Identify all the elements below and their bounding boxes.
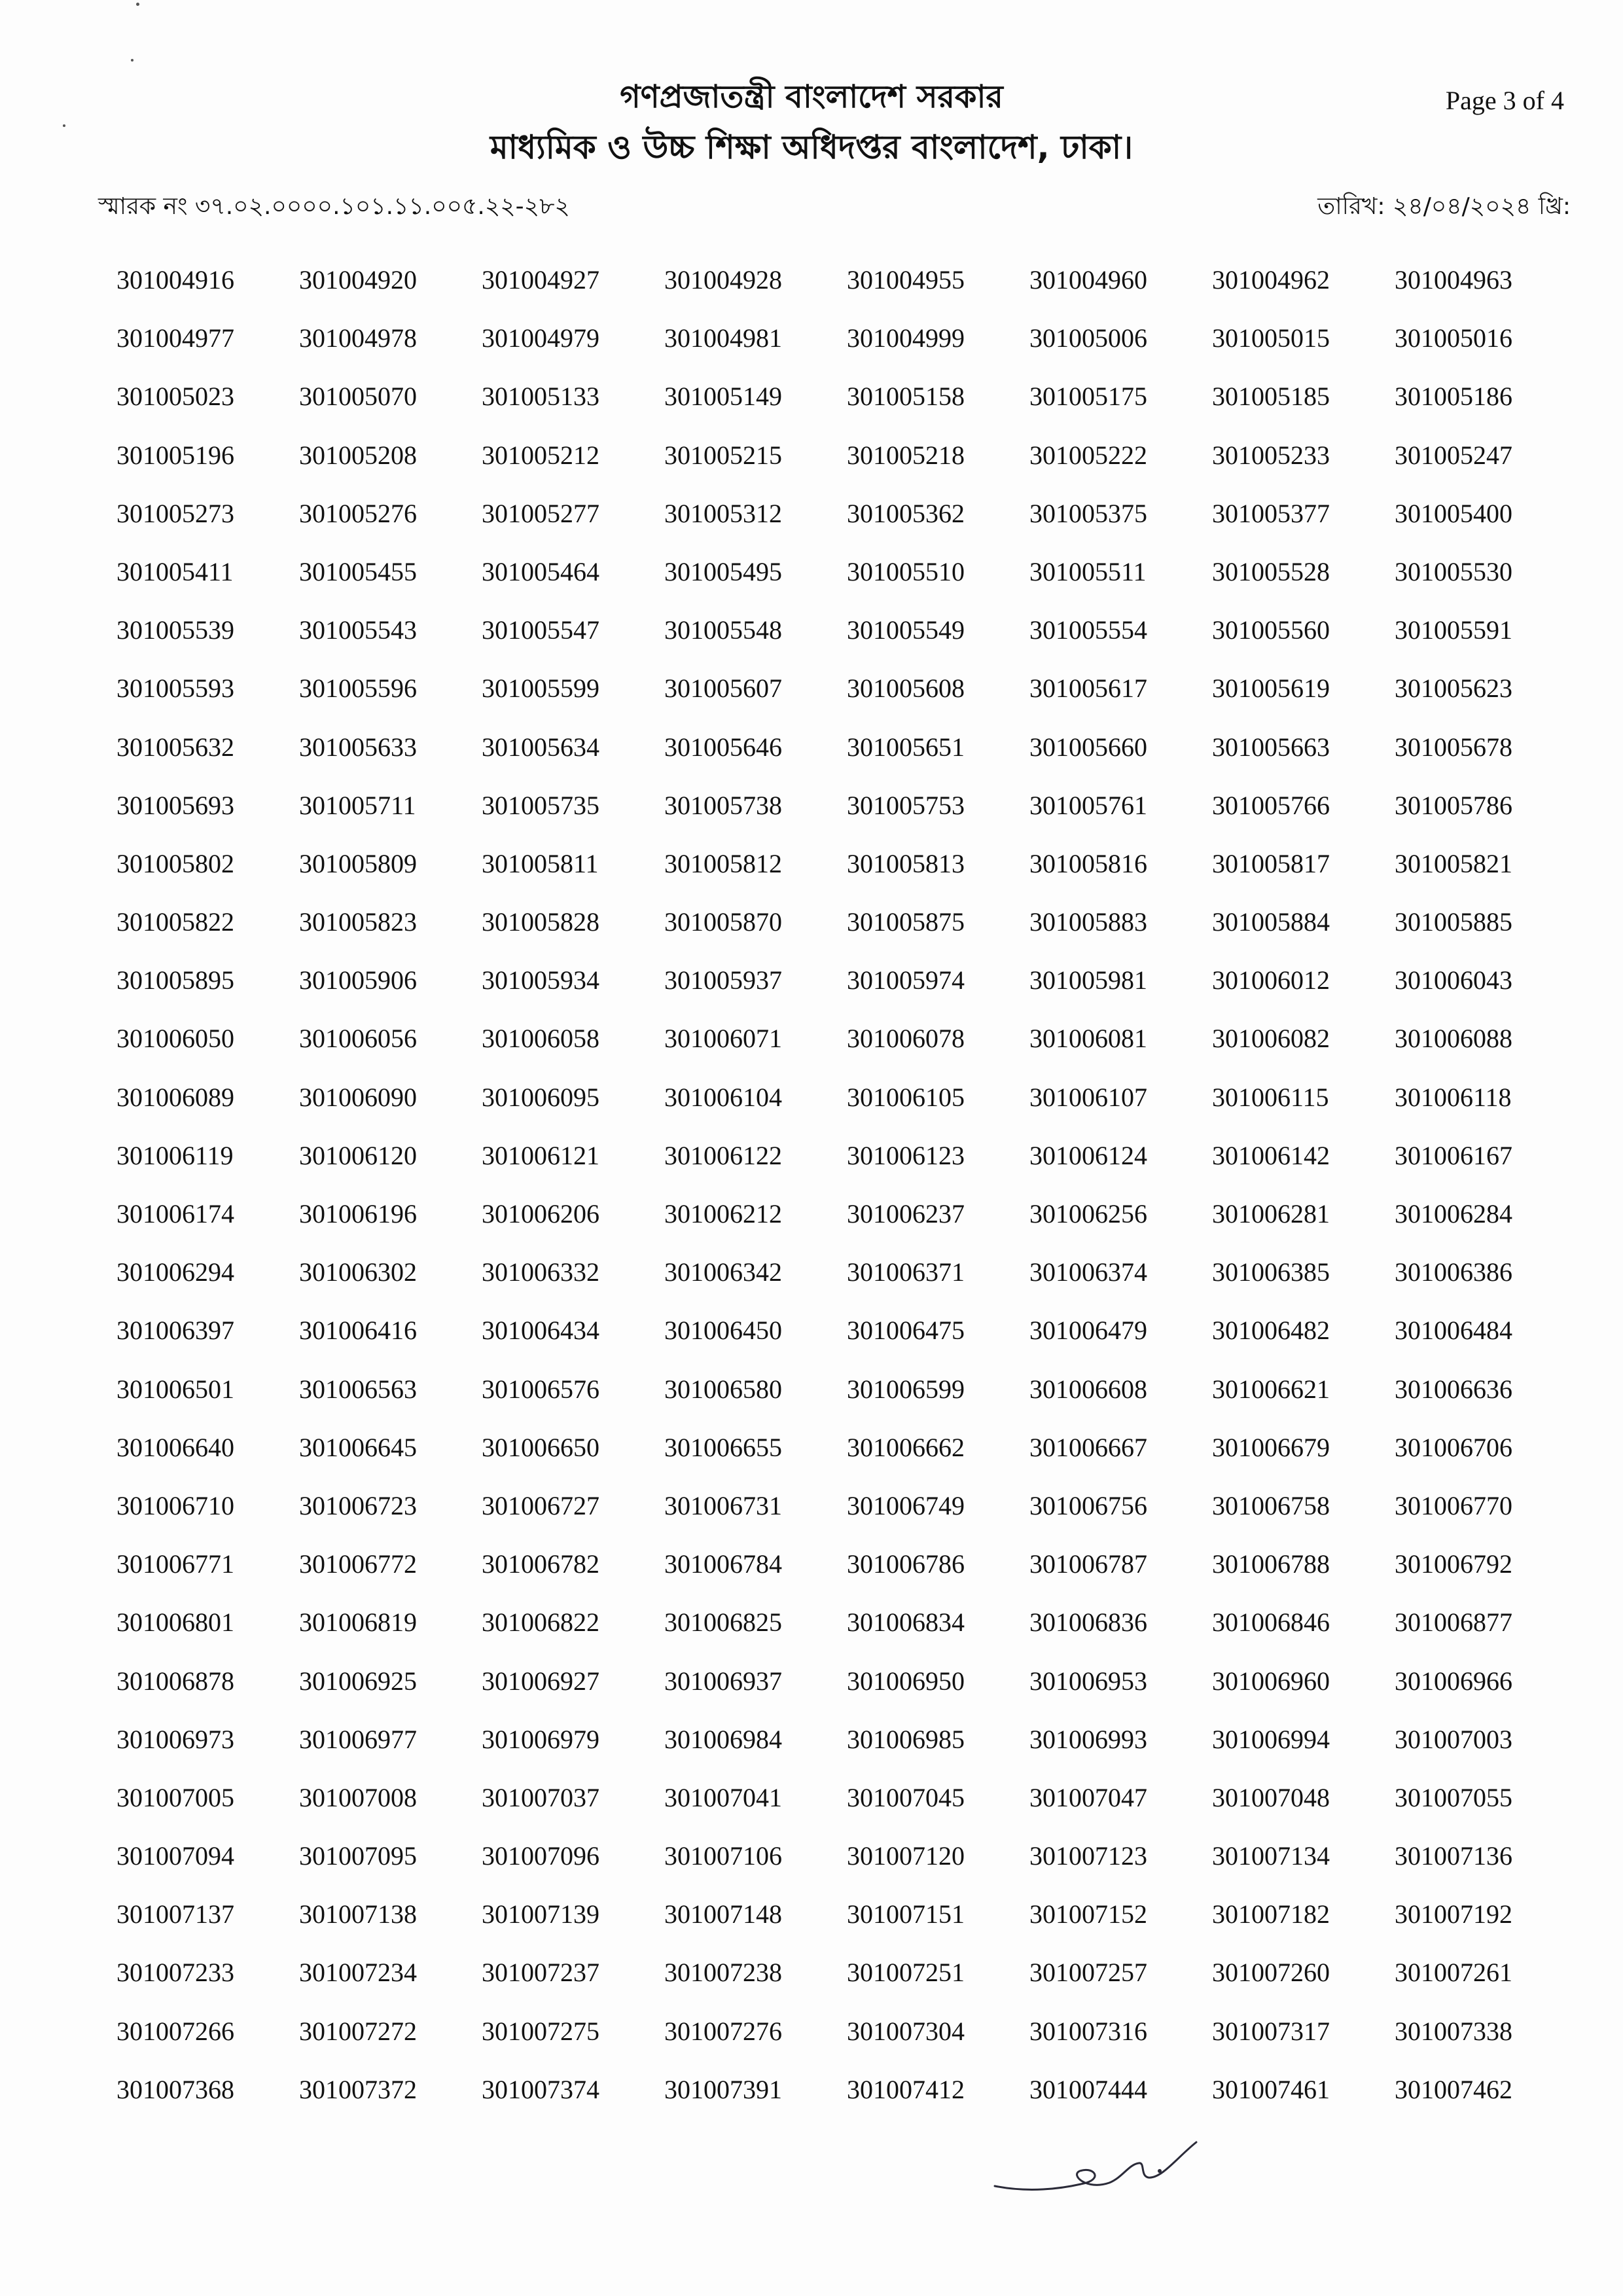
roll-number: 301007257 bbox=[1029, 1958, 1147, 1988]
roll-number: 301006608 bbox=[1029, 1374, 1147, 1404]
roll-number: 301005175 bbox=[1029, 382, 1147, 412]
roll-number: 301006788 bbox=[1212, 1549, 1330, 1579]
roll-number: 301007444 bbox=[1029, 2074, 1147, 2104]
roll-number: 301006973 bbox=[116, 1724, 234, 1754]
roll-number: 301007374 bbox=[482, 2074, 599, 2104]
roll-number: 301005809 bbox=[299, 848, 417, 878]
roll-number: 301006771 bbox=[116, 1549, 234, 1579]
roll-number: 301006662 bbox=[847, 1432, 965, 1462]
roll-number: 301007372 bbox=[299, 2074, 417, 2104]
roll-number: 301006386 bbox=[1395, 1257, 1512, 1287]
roll-number: 301005015 bbox=[1212, 323, 1330, 353]
roll-number: 301005974 bbox=[847, 965, 965, 996]
roll-number: 301006332 bbox=[482, 1257, 599, 1287]
roll-number: 301006599 bbox=[847, 1374, 965, 1404]
roll-number: 301005646 bbox=[664, 732, 782, 762]
roll-number: 301005786 bbox=[1395, 790, 1512, 820]
roll-number: 301005362 bbox=[847, 498, 965, 528]
roll-number: 301005222 bbox=[1029, 440, 1147, 470]
roll-number: 301005870 bbox=[664, 907, 782, 937]
roll-number: 301005766 bbox=[1212, 790, 1330, 820]
roll-number: 301005817 bbox=[1212, 848, 1330, 878]
roll-number: 301006979 bbox=[482, 1724, 599, 1754]
roll-number: 301005607 bbox=[664, 673, 782, 704]
roll-number: 301005276 bbox=[299, 498, 417, 528]
roll-number: 301005549 bbox=[847, 615, 965, 645]
roll-number: 301005634 bbox=[482, 732, 599, 762]
roll-number: 301005599 bbox=[482, 673, 599, 704]
roll-number: 301006482 bbox=[1212, 1316, 1330, 1346]
roll-number: 301007391 bbox=[664, 2074, 782, 2104]
roll-number: 301006640 bbox=[116, 1432, 234, 1462]
roll-number: 301004955 bbox=[847, 265, 965, 295]
roll-number: 301007317 bbox=[1212, 2016, 1330, 2046]
roll-number: 301005530 bbox=[1395, 556, 1512, 586]
roll-number: 301007462 bbox=[1395, 2074, 1512, 2104]
roll-number: 301006196 bbox=[299, 1199, 417, 1229]
roll-number: 301005528 bbox=[1212, 556, 1330, 586]
roll-number: 301007238 bbox=[664, 1958, 782, 1988]
roll-number: 301006953 bbox=[1029, 1666, 1147, 1696]
scan-speck bbox=[131, 59, 134, 62]
roll-number: 301005906 bbox=[299, 965, 417, 996]
roll-number: 301006977 bbox=[299, 1724, 417, 1754]
roll-number: 301006082 bbox=[1212, 1024, 1330, 1054]
roll-number: 301006167 bbox=[1395, 1140, 1512, 1170]
roll-number: 301006727 bbox=[482, 1490, 599, 1520]
roll-number: 301004916 bbox=[116, 265, 234, 295]
roll-number: 301006123 bbox=[847, 1140, 965, 1170]
roll-number: 301006374 bbox=[1029, 1257, 1147, 1287]
roll-number-grid bbox=[116, 267, 1577, 2135]
roll-number: 301005735 bbox=[482, 790, 599, 820]
roll-number: 301007192 bbox=[1395, 1899, 1512, 1929]
roll-number: 301006655 bbox=[664, 1432, 782, 1462]
roll-number: 301006580 bbox=[664, 1374, 782, 1404]
roll-number: 301005895 bbox=[116, 965, 234, 996]
roll-number: 301007412 bbox=[847, 2074, 965, 2104]
roll-number: 301005464 bbox=[482, 556, 599, 586]
roll-number: 301007266 bbox=[116, 2016, 234, 2046]
roll-number: 301006142 bbox=[1212, 1140, 1330, 1170]
roll-number: 301006758 bbox=[1212, 1490, 1330, 1520]
roll-number: 301007045 bbox=[847, 1782, 965, 1812]
roll-number: 301007338 bbox=[1395, 2016, 1512, 2046]
roll-number: 301006501 bbox=[116, 1374, 234, 1404]
roll-number: 301006484 bbox=[1395, 1316, 1512, 1346]
roll-number: 301006819 bbox=[299, 1607, 417, 1638]
roll-number: 301005543 bbox=[299, 615, 417, 645]
roll-number: 301004979 bbox=[482, 323, 599, 353]
roll-number: 301006078 bbox=[847, 1024, 965, 1054]
roll-number: 301005934 bbox=[482, 965, 599, 996]
memo-number: স্মারক নং ৩৭.০২.০০০০.১০১.১১.০০৫.২২-২৮২ bbox=[98, 193, 570, 220]
roll-number: 301006237 bbox=[847, 1199, 965, 1229]
roll-number: 301007008 bbox=[299, 1782, 417, 1812]
roll-number: 301006825 bbox=[664, 1607, 782, 1638]
roll-number: 301006782 bbox=[482, 1549, 599, 1579]
roll-number: 301006960 bbox=[1212, 1666, 1330, 1696]
roll-number: 301006122 bbox=[664, 1140, 782, 1170]
roll-number: 301005208 bbox=[299, 440, 417, 470]
roll-number: 301007304 bbox=[847, 2016, 965, 2046]
roll-number: 301007139 bbox=[482, 1899, 599, 1929]
roll-number: 301006822 bbox=[482, 1607, 599, 1638]
roll-number: 301007233 bbox=[116, 1958, 234, 1988]
roll-number: 301007276 bbox=[664, 2016, 782, 2046]
roll-number: 301004962 bbox=[1212, 265, 1330, 295]
scan-speck bbox=[63, 124, 65, 127]
roll-number: 301005823 bbox=[299, 907, 417, 937]
roll-number: 301007152 bbox=[1029, 1899, 1147, 1929]
roll-number: 301007138 bbox=[299, 1899, 417, 1929]
roll-number: 301005711 bbox=[299, 790, 416, 820]
roll-number: 301006089 bbox=[116, 1082, 234, 1112]
roll-number: 301005633 bbox=[299, 732, 417, 762]
roll-number: 301005822 bbox=[116, 907, 234, 937]
scan-speck bbox=[136, 3, 139, 6]
roll-number: 301005560 bbox=[1212, 615, 1330, 645]
department-title: মাধ্যমিক ও উচ্চ শিক্ষা অধিদপ্তর বাংলাদেশ, ঢাকা। bbox=[490, 128, 1133, 166]
roll-number: 301007137 bbox=[116, 1899, 234, 1929]
roll-number: 301006731 bbox=[664, 1490, 782, 1520]
roll-number: 301006645 bbox=[299, 1432, 417, 1462]
roll-number: 301005593 bbox=[116, 673, 234, 704]
roll-number: 301006115 bbox=[1212, 1082, 1329, 1112]
roll-number: 301006846 bbox=[1212, 1607, 1330, 1638]
signature bbox=[988, 2130, 1204, 2202]
roll-number: 301006966 bbox=[1395, 1666, 1512, 1696]
roll-number: 301006284 bbox=[1395, 1199, 1512, 1229]
roll-number: 301005215 bbox=[664, 440, 782, 470]
roll-number: 301006212 bbox=[664, 1199, 782, 1229]
roll-number: 301007106 bbox=[664, 1841, 782, 1871]
roll-number: 301005828 bbox=[482, 907, 599, 937]
roll-number: 301006302 bbox=[299, 1257, 417, 1287]
roll-number: 301007037 bbox=[482, 1782, 599, 1812]
roll-number: 301006475 bbox=[847, 1316, 965, 1346]
roll-number: 301005554 bbox=[1029, 615, 1147, 645]
roll-number: 301006081 bbox=[1029, 1024, 1147, 1054]
roll-number: 301007261 bbox=[1395, 1958, 1512, 1988]
roll-number: 301005885 bbox=[1395, 907, 1512, 937]
roll-number: 301007260 bbox=[1212, 1958, 1330, 1988]
roll-number: 301005811 bbox=[482, 848, 599, 878]
roll-number: 301005455 bbox=[299, 556, 417, 586]
roll-number: 301005247 bbox=[1395, 440, 1512, 470]
roll-number: 301006050 bbox=[116, 1024, 234, 1054]
roll-number: 301006095 bbox=[482, 1082, 599, 1112]
roll-number: 301006925 bbox=[299, 1666, 417, 1696]
roll-number: 301007055 bbox=[1395, 1782, 1512, 1812]
roll-number: 301005753 bbox=[847, 790, 965, 820]
roll-number: 301005660 bbox=[1029, 732, 1147, 762]
roll-number: 301006281 bbox=[1212, 1199, 1330, 1229]
roll-number: 301005608 bbox=[847, 673, 965, 704]
roll-number: 301005883 bbox=[1029, 907, 1147, 937]
roll-number: 301004927 bbox=[482, 265, 599, 295]
roll-number: 301006801 bbox=[116, 1607, 234, 1638]
roll-number: 301005277 bbox=[482, 498, 599, 528]
roll-number: 301006985 bbox=[847, 1724, 965, 1754]
roll-number: 301006937 bbox=[664, 1666, 782, 1696]
roll-number: 301007041 bbox=[664, 1782, 782, 1812]
roll-number: 301006984 bbox=[664, 1724, 782, 1754]
roll-number: 301006397 bbox=[116, 1316, 234, 1346]
roll-number: 301006056 bbox=[299, 1024, 417, 1054]
roll-number: 301004963 bbox=[1395, 265, 1512, 295]
roll-number: 301005981 bbox=[1029, 965, 1147, 996]
roll-number: 301006120 bbox=[299, 1140, 417, 1170]
government-title: গণপ্রজাতন্ত্রী বাংলাদেশ সরকার bbox=[620, 79, 1003, 115]
roll-number: 301007048 bbox=[1212, 1782, 1330, 1812]
roll-number: 301006994 bbox=[1212, 1724, 1330, 1754]
roll-number: 301007095 bbox=[299, 1841, 417, 1871]
roll-number: 301005185 bbox=[1212, 382, 1330, 412]
roll-number: 301007234 bbox=[299, 1958, 417, 1988]
roll-number: 301005678 bbox=[1395, 732, 1512, 762]
roll-number: 301004977 bbox=[116, 323, 234, 353]
roll-number: 301007272 bbox=[299, 2016, 417, 2046]
roll-number: 301006950 bbox=[847, 1666, 965, 1696]
roll-number: 301006256 bbox=[1029, 1199, 1147, 1229]
roll-number: 301007237 bbox=[482, 1958, 599, 1988]
roll-number: 301007316 bbox=[1029, 2016, 1147, 2046]
roll-number: 301007136 bbox=[1395, 1841, 1512, 1871]
roll-number: 301006786 bbox=[847, 1549, 965, 1579]
roll-number: 301007003 bbox=[1395, 1724, 1512, 1754]
roll-number: 301007096 bbox=[482, 1841, 599, 1871]
roll-number: 301005813 bbox=[847, 848, 965, 878]
roll-number: 301006679 bbox=[1212, 1432, 1330, 1462]
roll-number: 301006206 bbox=[482, 1199, 599, 1229]
roll-number: 301007148 bbox=[664, 1899, 782, 1929]
page-number: Page 3 of 4 bbox=[1445, 86, 1564, 115]
roll-number: 301006706 bbox=[1395, 1432, 1512, 1462]
roll-number: 301006877 bbox=[1395, 1607, 1512, 1638]
roll-number: 301005149 bbox=[664, 382, 782, 412]
roll-number: 301005070 bbox=[299, 382, 417, 412]
roll-number: 301006770 bbox=[1395, 1490, 1512, 1520]
roll-number: 301005375 bbox=[1029, 498, 1147, 528]
roll-number: 301005495 bbox=[664, 556, 782, 586]
roll-number: 301005937 bbox=[664, 965, 782, 996]
roll-number: 301006927 bbox=[482, 1666, 599, 1696]
roll-number: 301006118 bbox=[1395, 1082, 1512, 1112]
roll-number: 301004928 bbox=[664, 265, 782, 295]
roll-number: 301005548 bbox=[664, 615, 782, 645]
roll-number: 301005619 bbox=[1212, 673, 1330, 704]
roll-number: 301004981 bbox=[664, 323, 782, 353]
roll-number: 301004978 bbox=[299, 323, 417, 353]
roll-number: 301006749 bbox=[847, 1490, 965, 1520]
roll-number: 301007368 bbox=[116, 2074, 234, 2104]
roll-number: 301005547 bbox=[482, 615, 599, 645]
roll-number: 301005273 bbox=[116, 498, 234, 528]
roll-number: 301006636 bbox=[1395, 1374, 1512, 1404]
roll-number: 301007134 bbox=[1212, 1841, 1330, 1871]
roll-number: 301007005 bbox=[116, 1782, 234, 1812]
roll-number: 301006878 bbox=[116, 1666, 234, 1696]
roll-number: 301006784 bbox=[664, 1549, 782, 1579]
roll-number: 301006650 bbox=[482, 1432, 599, 1462]
roll-number: 301005816 bbox=[1029, 848, 1147, 878]
roll-number: 301005802 bbox=[116, 848, 234, 878]
roll-number: 301005312 bbox=[664, 498, 782, 528]
roll-number: 301006450 bbox=[664, 1316, 782, 1346]
roll-number: 301007461 bbox=[1212, 2074, 1330, 2104]
roll-number: 301007182 bbox=[1212, 1899, 1330, 1929]
roll-number: 301005133 bbox=[482, 382, 599, 412]
roll-number: 301006088 bbox=[1395, 1024, 1512, 1054]
roll-number: 301005596 bbox=[299, 673, 417, 704]
roll-number: 301006787 bbox=[1029, 1549, 1147, 1579]
roll-number: 301005510 bbox=[847, 556, 965, 586]
roll-number: 301005651 bbox=[847, 732, 965, 762]
roll-number: 301006174 bbox=[116, 1199, 234, 1229]
roll-number: 301005023 bbox=[116, 382, 234, 412]
roll-number: 301006385 bbox=[1212, 1257, 1330, 1287]
roll-number: 301006834 bbox=[847, 1607, 965, 1638]
roll-number: 301006071 bbox=[664, 1024, 782, 1054]
roll-number: 301004960 bbox=[1029, 265, 1147, 295]
roll-number: 301006434 bbox=[482, 1316, 599, 1346]
roll-number: 301005663 bbox=[1212, 732, 1330, 762]
roll-number: 301006090 bbox=[299, 1082, 417, 1112]
roll-number: 301005591 bbox=[1395, 615, 1512, 645]
roll-number: 301004920 bbox=[299, 265, 417, 295]
roll-number: 301006104 bbox=[664, 1082, 782, 1112]
roll-number: 301005632 bbox=[116, 732, 234, 762]
roll-number: 301005377 bbox=[1212, 498, 1330, 528]
roll-number: 301005196 bbox=[116, 440, 234, 470]
roll-number: 301006012 bbox=[1212, 965, 1330, 996]
roll-number: 301006667 bbox=[1029, 1432, 1147, 1462]
roll-number: 301006993 bbox=[1029, 1724, 1147, 1754]
roll-number: 301007151 bbox=[847, 1899, 965, 1929]
roll-number: 301005617 bbox=[1029, 673, 1147, 704]
roll-number: 301006342 bbox=[664, 1257, 782, 1287]
roll-number: 301007251 bbox=[847, 1958, 965, 1988]
roll-number: 301007275 bbox=[482, 2016, 599, 2046]
issue-date: তারিখ: ২৪/০৪/২০২৪ খ্রি: bbox=[1317, 193, 1571, 220]
roll-number: 301005693 bbox=[116, 790, 234, 820]
roll-number: 301005884 bbox=[1212, 907, 1330, 937]
roll-number: 301005821 bbox=[1395, 848, 1512, 878]
roll-number: 301007094 bbox=[116, 1841, 234, 1871]
roll-number: 301006563 bbox=[299, 1374, 417, 1404]
roll-number: 301006371 bbox=[847, 1257, 965, 1287]
roll-number: 301006479 bbox=[1029, 1316, 1147, 1346]
roll-number: 301006792 bbox=[1395, 1549, 1512, 1579]
roll-number: 301005761 bbox=[1029, 790, 1147, 820]
roll-number: 301006107 bbox=[1029, 1082, 1147, 1112]
roll-number: 301005158 bbox=[847, 382, 965, 412]
roll-number: 301005539 bbox=[116, 615, 234, 645]
roll-number: 301006723 bbox=[299, 1490, 417, 1520]
roll-number: 301006576 bbox=[482, 1374, 599, 1404]
roll-number: 301005233 bbox=[1212, 440, 1330, 470]
roll-number: 301005812 bbox=[664, 848, 782, 878]
roll-number: 301005212 bbox=[482, 440, 599, 470]
roll-number: 301005623 bbox=[1395, 673, 1512, 704]
roll-number: 301005186 bbox=[1395, 382, 1512, 412]
roll-number: 301006756 bbox=[1029, 1490, 1147, 1520]
roll-number: 301006836 bbox=[1029, 1607, 1147, 1638]
roll-number: 301006058 bbox=[482, 1024, 599, 1054]
roll-number: 301006121 bbox=[482, 1140, 599, 1170]
roll-number: 301006294 bbox=[116, 1257, 234, 1287]
roll-number: 301005006 bbox=[1029, 323, 1147, 353]
roll-number: 301005016 bbox=[1395, 323, 1512, 353]
roll-number: 301005738 bbox=[664, 790, 782, 820]
roll-number: 301006124 bbox=[1029, 1140, 1147, 1170]
roll-number: 301005511 bbox=[1029, 556, 1147, 586]
roll-number: 301006043 bbox=[1395, 965, 1512, 996]
roll-number: 301007120 bbox=[847, 1841, 965, 1871]
roll-number: 301006772 bbox=[299, 1549, 417, 1579]
roll-number: 301006710 bbox=[116, 1490, 234, 1520]
roll-number: 301006621 bbox=[1212, 1374, 1330, 1404]
roll-number: 301006416 bbox=[299, 1316, 417, 1346]
roll-number: 301007123 bbox=[1029, 1841, 1147, 1871]
roll-number: 301007047 bbox=[1029, 1782, 1147, 1812]
roll-number: 301005411 bbox=[116, 556, 234, 586]
roll-number: 301006119 bbox=[116, 1140, 234, 1170]
roll-number: 301005400 bbox=[1395, 498, 1512, 528]
roll-number: 301006105 bbox=[847, 1082, 965, 1112]
roll-number: 301005875 bbox=[847, 907, 965, 937]
roll-number: 301004999 bbox=[847, 323, 965, 353]
roll-number: 301005218 bbox=[847, 440, 965, 470]
